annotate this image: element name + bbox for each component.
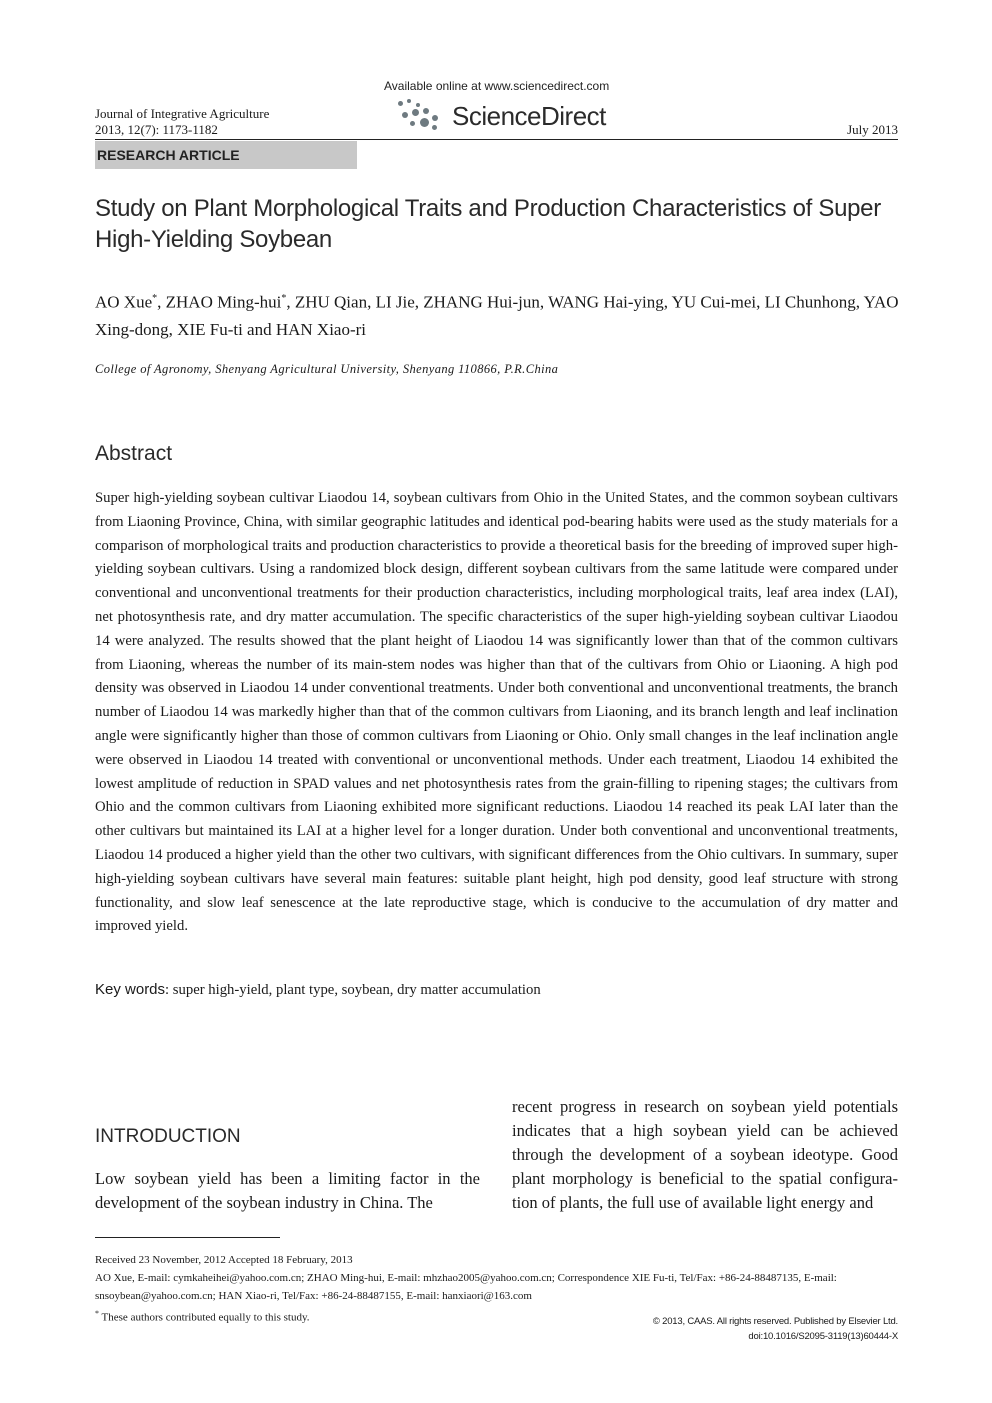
doi-link[interactable]: doi:10.1016/S2095-3119(13)60444-X [748,1331,898,1342]
copyright-notice: © 2013, CAAS. All rights reserved. Published by Elsevier Ltd. [652,1316,898,1327]
author-contacts: AO Xue, E-mail: cymkaheihei@yahoo.com.cn; ZHAO Ming-hui, E-mail: mhzhao2005@yahoo.com.cn; Correspondence XIE Fu-ti, Tel/Fax: +86-24-88487135, E-mail: snsoybean@yahoo.com.cn; HAN Xiao-ri, Tel/Fax: +86-24-88487155, E-mail: hanxiaori@163.com [95,1272,837,1302]
journal-volume: 2013, 12(7): 1173-1182 [95,122,218,137]
sciencedirect-logo[interactable] [398,99,606,133]
journal-info [95,106,269,138]
author-list [95,285,900,343]
abstract-text: Super high-yielding soybean cultivar Liaodou 14, soybean cultivars from Ohio in the United States, and the common soybean cultivars from Liaoning Province, China, with similar geographic latitudes and identical pod-bearing habits were used as the study materials for a comparison of morphological traits and production characteristics to provide a theoretical basis for the breeding of improved super high-yielding soybean cultivars. Using a randomized block design, different soybean cultivars from the same latitude were compared under conventional and unconventional treatments for their production characteristics, including morphological traits, leaf area index (LAI), net photosynthesis rate, and dry matter accumulation. The specific characteristics of the super high-yielding soybean cultivar Liaodou 14 were analyzed. The results showed that the plant height of Liaodou 14 was significantly lower than that of the common cultivars from Liaoning, whereas the number of its main-stem nodes was higher than that of the cultivars from Ohio or Liaoning. A high pod density was observed in Liaodou 14 under conventional treatments. Under both conventional and unconventional treatments, the branch number of Liaodou 14 was markedly higher than that of the common cultivars from Liaoning, and its branch length and leaf inclination angle were significantly higher than those of common cultivars from Liaoning or Ohio. Only small changes in the leaf inclination angle were observed in Liaodou 14 treated with conventional or unconventional methods. Under each treatment, Liaodou 14 exhibited the lowest amplitude of reduction in SPAD values and net photosynthesis rates from the grain-filling to ripening stages; the cultivars from Ohio and the common cultivars from Liaoning exhibited more significant reductions. Liaodou 14 reached its peak LAI later than the other cultivars but maintained its LAI at a higher level for a longer duration. Under both conventional and unconventional treatments, Liaodou 14 produced a higher yield than the other two cultivars, with significant differences from the Ohio cultivars. In summary, super high-yielding soybean cultivars have several main features: suitable plant height, high pod density, good leaf structure with strong functionality, and slow leaf senescence at the late reproductive stage, which is conducive to the accumulation of dry matter and improved yield. [95,490,898,935]
keywords [95,981,541,999]
article-type-banner: RESEARCH ARTICLE [95,141,357,169]
author-list-rest: , ZHU Qian, LI Jie, ZHANG Hui-jun, WANG Hai-ying, YU Cui-mei, LI Chunhong, YAO Xing-dong, XIE Fu-ti and HAN Xiao-ri [95,292,899,339]
header-divider [95,139,898,140]
sciencedirect-dots-icon [398,99,450,133]
introduction-right-column: recent progress in research on soybean yield potentials indicates that a high soybean yield can be achieved through the development of a soybean ideotype. Good plant morphology is beneficial to the spatial configura-tion of plants, the full use of available light energy and [512,1097,898,1212]
equal-contribution-text: These authors contributed equally to this study. [99,1311,310,1324]
received-dates: Received 23 November, 2012 Accepted 18 February, 2013 [95,1254,353,1266]
keywords-colon: : [165,982,170,998]
equal-contribution-mark: * [152,293,158,304]
keywords-label: Key words [95,981,166,998]
issue-date: July 2013 [847,122,898,137]
author-ao-xue: AO Xue [95,292,153,312]
introduction-heading: INTRODUCTION [95,1126,241,1147]
equal-contribution-mark: * [95,1309,99,1318]
author-zhao-ming-hui: , ZHAO Ming-hui [157,292,282,312]
introduction-left-column: Low soybean yield has been a limiting factor in the development of the soybean industry in China. The [95,1169,480,1212]
abstract-heading: Abstract [95,442,173,465]
available-online-link[interactable]: Available online at www.sciencedirect.com [384,79,610,93]
article-title: Study on Plant Morphological Traits and Production Characteristics of Super High-Yielding Soybean [95,195,881,253]
sciencedirect-brand: ScienceDirect [452,100,606,131]
affiliation: College of Agronomy, Shenyang Agricultural University, Shenyang 110866, P.R.China [95,362,559,376]
equal-contribution-mark: * [281,293,287,304]
journal-name: Journal of Integrative Agriculture [95,106,270,121]
keywords-list: super high-yield, plant type, soybean, dry matter accumulation [169,982,541,998]
footnote-divider [95,1237,280,1238]
